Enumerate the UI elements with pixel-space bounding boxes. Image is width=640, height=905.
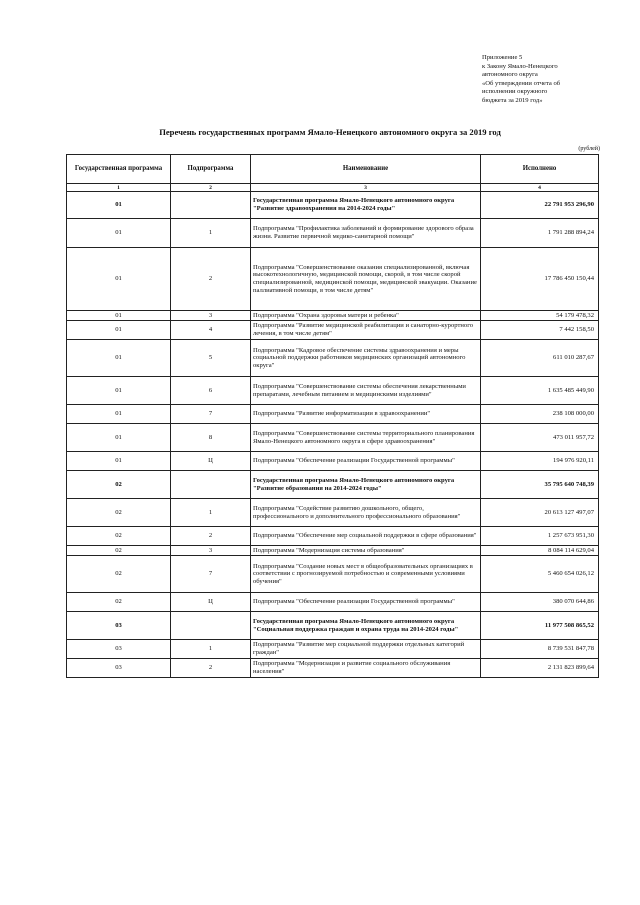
subprogram-row: [67, 311, 599, 321]
subprogram-code-cell: 6: [171, 377, 251, 405]
subprogram-code-cell: 3: [171, 546, 251, 556]
subprogram-row: [67, 405, 599, 424]
subprogram-row: [67, 527, 599, 546]
subprogram-code-cell: 1: [171, 219, 251, 248]
name-cell: Подпрограмма "Обеспечение реализации Государственной программы": [251, 593, 481, 612]
program-code-cell: 01: [67, 192, 171, 219]
name-cell: Подпрограмма "Совершенствование оказания специализированной, включая высокотехнологичную, медицинской помощи, скорой, в том числе скорой специализированной, медицинской помощи, медицинской эвакуации. Оказание паллиативной помощи, в том числе детям": [251, 248, 481, 311]
document-title: Перечень государственных программ Ямало-Ненецкого автономного округа за 2019 год: [159, 127, 501, 137]
subprogram-row: [67, 556, 599, 593]
name-cell: Государственная программа Ямало-Ненецкого автономного округа "Развитие здравоохранения на 2014-2024 годы": [251, 192, 481, 219]
subprogram-code-cell: 5: [171, 340, 251, 377]
appendix-line: автономного округа: [482, 71, 538, 79]
program-code-cell: 02: [67, 471, 171, 499]
executed-amount-cell: 1 635 485 449,90: [481, 377, 599, 405]
program-code-cell: 02: [67, 527, 171, 546]
executed-amount-cell: 17 786 450 150,44: [481, 248, 599, 311]
subprogram-row: [67, 248, 599, 311]
program-row: [67, 471, 599, 499]
name-cell: Подпрограмма "Создание новых мест в общеобразовательных организациях в соответствии с прогнозируемой потребностью и современными условиями обучения": [251, 556, 481, 593]
column-number: 2: [171, 184, 251, 192]
program-code-cell: 02: [67, 593, 171, 612]
name-cell: Подпрограмма "Охрана здоровья матери и ребенка": [251, 311, 481, 321]
name-cell: Подпрограмма "Содействие развитию дошкольного, общего, профессионального и дополнительного профессионального образования": [251, 499, 481, 527]
subprogram-row: [67, 340, 599, 377]
name-cell: Подпрограмма "Кадровое обеспечение системы здравоохранения и меры социальной поддержки работников медицинских организаций автономного округа": [251, 340, 481, 377]
executed-amount-cell: 473 011 957,72: [481, 424, 599, 452]
name-cell: Подпрограмма "Обеспечение реализации Государственной программы": [251, 452, 481, 471]
subprogram-row: [67, 499, 599, 527]
appendix-line: Приложение 5: [482, 54, 523, 61]
program-code-cell: 03: [67, 612, 171, 640]
name-cell: Подпрограмма "Обеспечение мер социальной поддержки в сфере образования": [251, 527, 481, 546]
subprogram-code-cell: 3: [171, 311, 251, 321]
subprogram-code-cell: Ц: [171, 593, 251, 612]
program-code-cell: 02: [67, 546, 171, 556]
appendix-line: бюджета за 2019 год»: [482, 96, 543, 104]
program-code-cell: 01: [67, 248, 171, 311]
program-code-cell: 03: [67, 640, 171, 659]
program-code-cell: 01: [67, 405, 171, 424]
program-code-cell: 01: [67, 311, 171, 321]
executed-amount-cell: 22 791 953 296,90: [481, 192, 599, 219]
subprogram-code-cell: 4: [171, 321, 251, 340]
executed-amount-cell: 380 070 644,86: [481, 593, 599, 612]
subprogram-row: [67, 377, 599, 405]
program-code-cell: 03: [67, 659, 171, 678]
program-code-cell: 01: [67, 321, 171, 340]
executed-amount-cell: 54 179 478,32: [481, 311, 599, 321]
executed-amount-cell: 194 976 920,11: [481, 452, 599, 471]
executed-amount-cell: 1 257 673 951,30: [481, 527, 599, 546]
program-code-cell: 01: [67, 377, 171, 405]
subprogram-row: [67, 593, 599, 612]
subprogram-code-cell: 7: [171, 405, 251, 424]
executed-amount-cell: 8 084 114 629,04: [481, 546, 599, 556]
subprogram-row: [67, 219, 599, 248]
name-cell: Подпрограмма "Развитие мер социальной поддержки отдельных категорий граждан": [251, 640, 481, 659]
program-row: [67, 192, 599, 219]
executed-amount-cell: 238 108 000,00: [481, 405, 599, 424]
subprogram-row: [67, 321, 599, 340]
subprogram-code-cell: 8: [171, 424, 251, 452]
subprogram-row: [67, 424, 599, 452]
name-cell: Подпрограмма "Совершенствование системы обеспечения лекарственными препаратами, лечебным питанием и медицинскими изделиями": [251, 377, 481, 405]
unit-label: (рублей): [578, 146, 600, 152]
executed-amount-cell: 35 795 640 748,39: [481, 471, 599, 499]
subprogram-code-cell: 2: [171, 248, 251, 311]
header-program: Государственная программа: [67, 155, 171, 184]
executed-amount-cell: 611 010 287,67: [481, 340, 599, 377]
subprogram-row: [67, 640, 599, 659]
program-code-cell: 02: [67, 499, 171, 527]
program-code-cell: 02: [67, 556, 171, 593]
header-executed: Исполнено: [481, 155, 599, 184]
appendix-line: исполнении окружного: [482, 88, 548, 96]
page-background: [0, 768, 640, 905]
appendix-line: к Закону Ямало-Ненецкого: [482, 62, 558, 70]
executed-amount-cell: 2 131 823 899,64: [481, 659, 599, 678]
program-code-cell: 01: [67, 424, 171, 452]
subprogram-code-cell: 2: [171, 527, 251, 546]
subprogram-row: [67, 452, 599, 471]
subprogram-code-cell: 1: [171, 640, 251, 659]
subprogram-code-cell: [171, 192, 251, 219]
program-code-cell: 01: [67, 452, 171, 471]
subprogram-code-cell: 2: [171, 659, 251, 678]
programs-table: [66, 154, 599, 678]
subprogram-code-cell: [171, 471, 251, 499]
header-subprogram: Подпрограмма: [171, 155, 251, 184]
name-cell: Подпрограмма "Модернизация системы образования": [251, 546, 481, 556]
name-cell: Государственная программа Ямало-Ненецкого автономного округа "Социальная поддержка граждан и охрана труда на 2014-2024 годы": [251, 612, 481, 640]
name-cell: Государственная программа Ямало-Ненецкого автономного округа "Развитие образования на 2014-2024 годы": [251, 471, 481, 499]
name-cell: Подпрограмма "Модернизация и развитие социального обслуживания населения": [251, 659, 481, 678]
name-cell: Подпрограмма "Развитие информатизации в здравоохранении": [251, 405, 481, 424]
table-header-row: [67, 155, 599, 184]
column-number: 1: [67, 184, 171, 192]
column-number: 3: [251, 184, 481, 192]
executed-amount-cell: 11 977 508 865,52: [481, 612, 599, 640]
executed-amount-cell: 7 442 158,50: [481, 321, 599, 340]
executed-amount-cell: 5 460 654 026,12: [481, 556, 599, 593]
name-cell: Подпрограмма "Совершенствование системы территориального планирования Ямало-Ненецкого автономного округа в сфере здравоохранения": [251, 424, 481, 452]
appendix-line: «Об утверждении отчета об: [482, 79, 561, 87]
name-cell: Подпрограмма "Развитие медицинской реабилитации и санаторно-курортного лечения, в том числе детям": [251, 321, 481, 340]
column-number-row: [67, 184, 599, 192]
program-row: [67, 612, 599, 640]
subprogram-row: [67, 546, 599, 556]
subprogram-code-cell: [171, 612, 251, 640]
subprogram-row: [67, 659, 599, 678]
header-name: Наименование: [251, 155, 481, 184]
table-body: [67, 192, 599, 678]
subprogram-code-cell: 7: [171, 556, 251, 593]
appendix-note: [482, 54, 622, 106]
executed-amount-cell: 20 613 127 497,07: [481, 499, 599, 527]
subprogram-code-cell: Ц: [171, 452, 251, 471]
subprogram-code-cell: 1: [171, 499, 251, 527]
program-code-cell: 01: [67, 219, 171, 248]
program-code-cell: 01: [67, 340, 171, 377]
executed-amount-cell: 1 791 288 894,24: [481, 219, 599, 248]
name-cell: Подпрограмма "Профилактика заболеваний и формирование здорового образа жизни. Развитие первичной медико-санитарной помощи": [251, 219, 481, 248]
column-number: 4: [481, 184, 599, 192]
executed-amount-cell: 8 739 531 847,78: [481, 640, 599, 659]
